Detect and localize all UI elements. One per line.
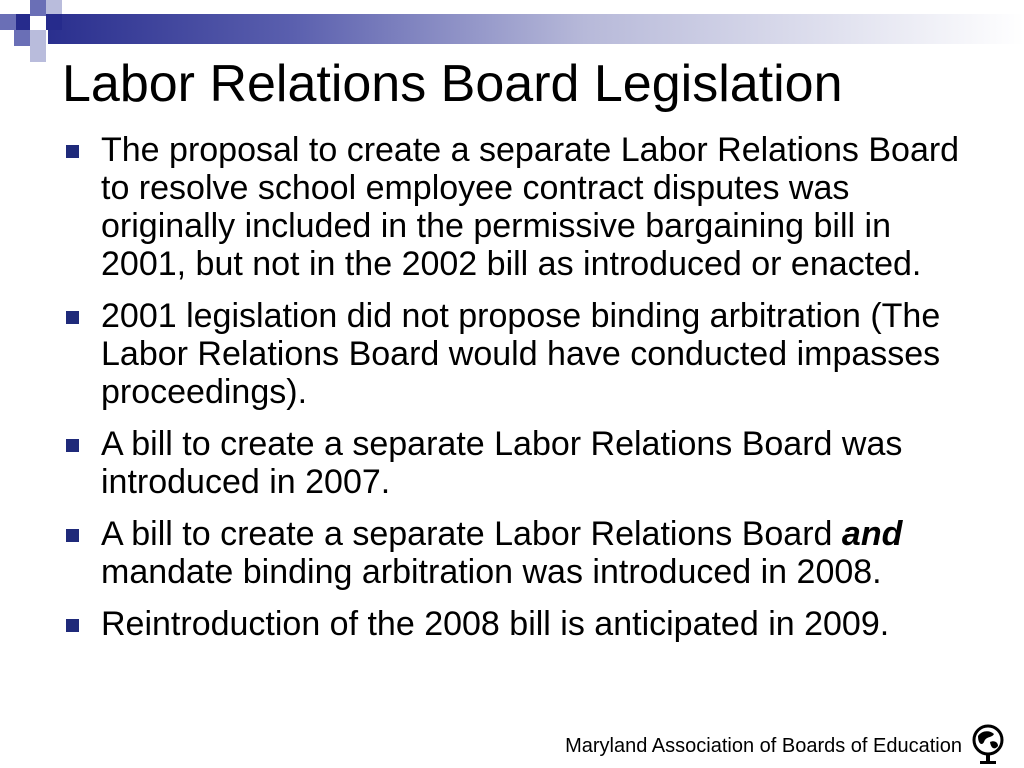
decor-square [30, 30, 46, 46]
bullet-item [62, 605, 974, 643]
bullet-text: 2001 legislation did not propose binding arbitration (The Labor Relations Board would have conducted impasses proceedings). [101, 297, 941, 411]
bullet-item [62, 131, 974, 283]
bullet-list [62, 131, 974, 657]
square-bullet-icon [66, 529, 79, 542]
bullet-text: Reintroduction of the 2008 bill is anticipated in 2009. [101, 605, 890, 643]
decor-square [0, 14, 16, 30]
bullet-text-part: mandate binding arbitration was introduced in 2008. [101, 553, 882, 591]
decor-square [30, 0, 46, 16]
square-bullet-icon [66, 311, 79, 324]
bullet-item [62, 297, 974, 411]
bullet-text [101, 515, 902, 591]
bullet-item [62, 515, 974, 591]
footer-organization: Maryland Association of Boards of Education [565, 735, 962, 757]
globe-logo-icon [968, 722, 1008, 766]
decor-square [14, 30, 30, 46]
decor-square [14, 14, 30, 30]
emphasis-text: and [841, 515, 903, 553]
square-bullet-icon [66, 619, 79, 632]
bullet-item [62, 425, 974, 501]
square-bullet-icon [66, 439, 79, 452]
bullet-text-part: A bill to create a separate Labor Relations Board [101, 515, 842, 553]
decor-square [46, 14, 62, 30]
slide-title: Labor Relations Board Legislation [62, 55, 843, 113]
bullet-text: A bill to create a separate Labor Relations Board was introduced in 2007. [101, 425, 903, 501]
header-gradient-bar [48, 14, 1024, 44]
square-bullet-icon [66, 145, 79, 158]
bullet-text: The proposal to create a separate Labor Relations Board to resolve school employee contract disputes was originally included in the permissive bargaining bill in 2001, but not in the 2002 bill as introduced or enacted. [101, 131, 960, 283]
decor-square [30, 46, 46, 62]
